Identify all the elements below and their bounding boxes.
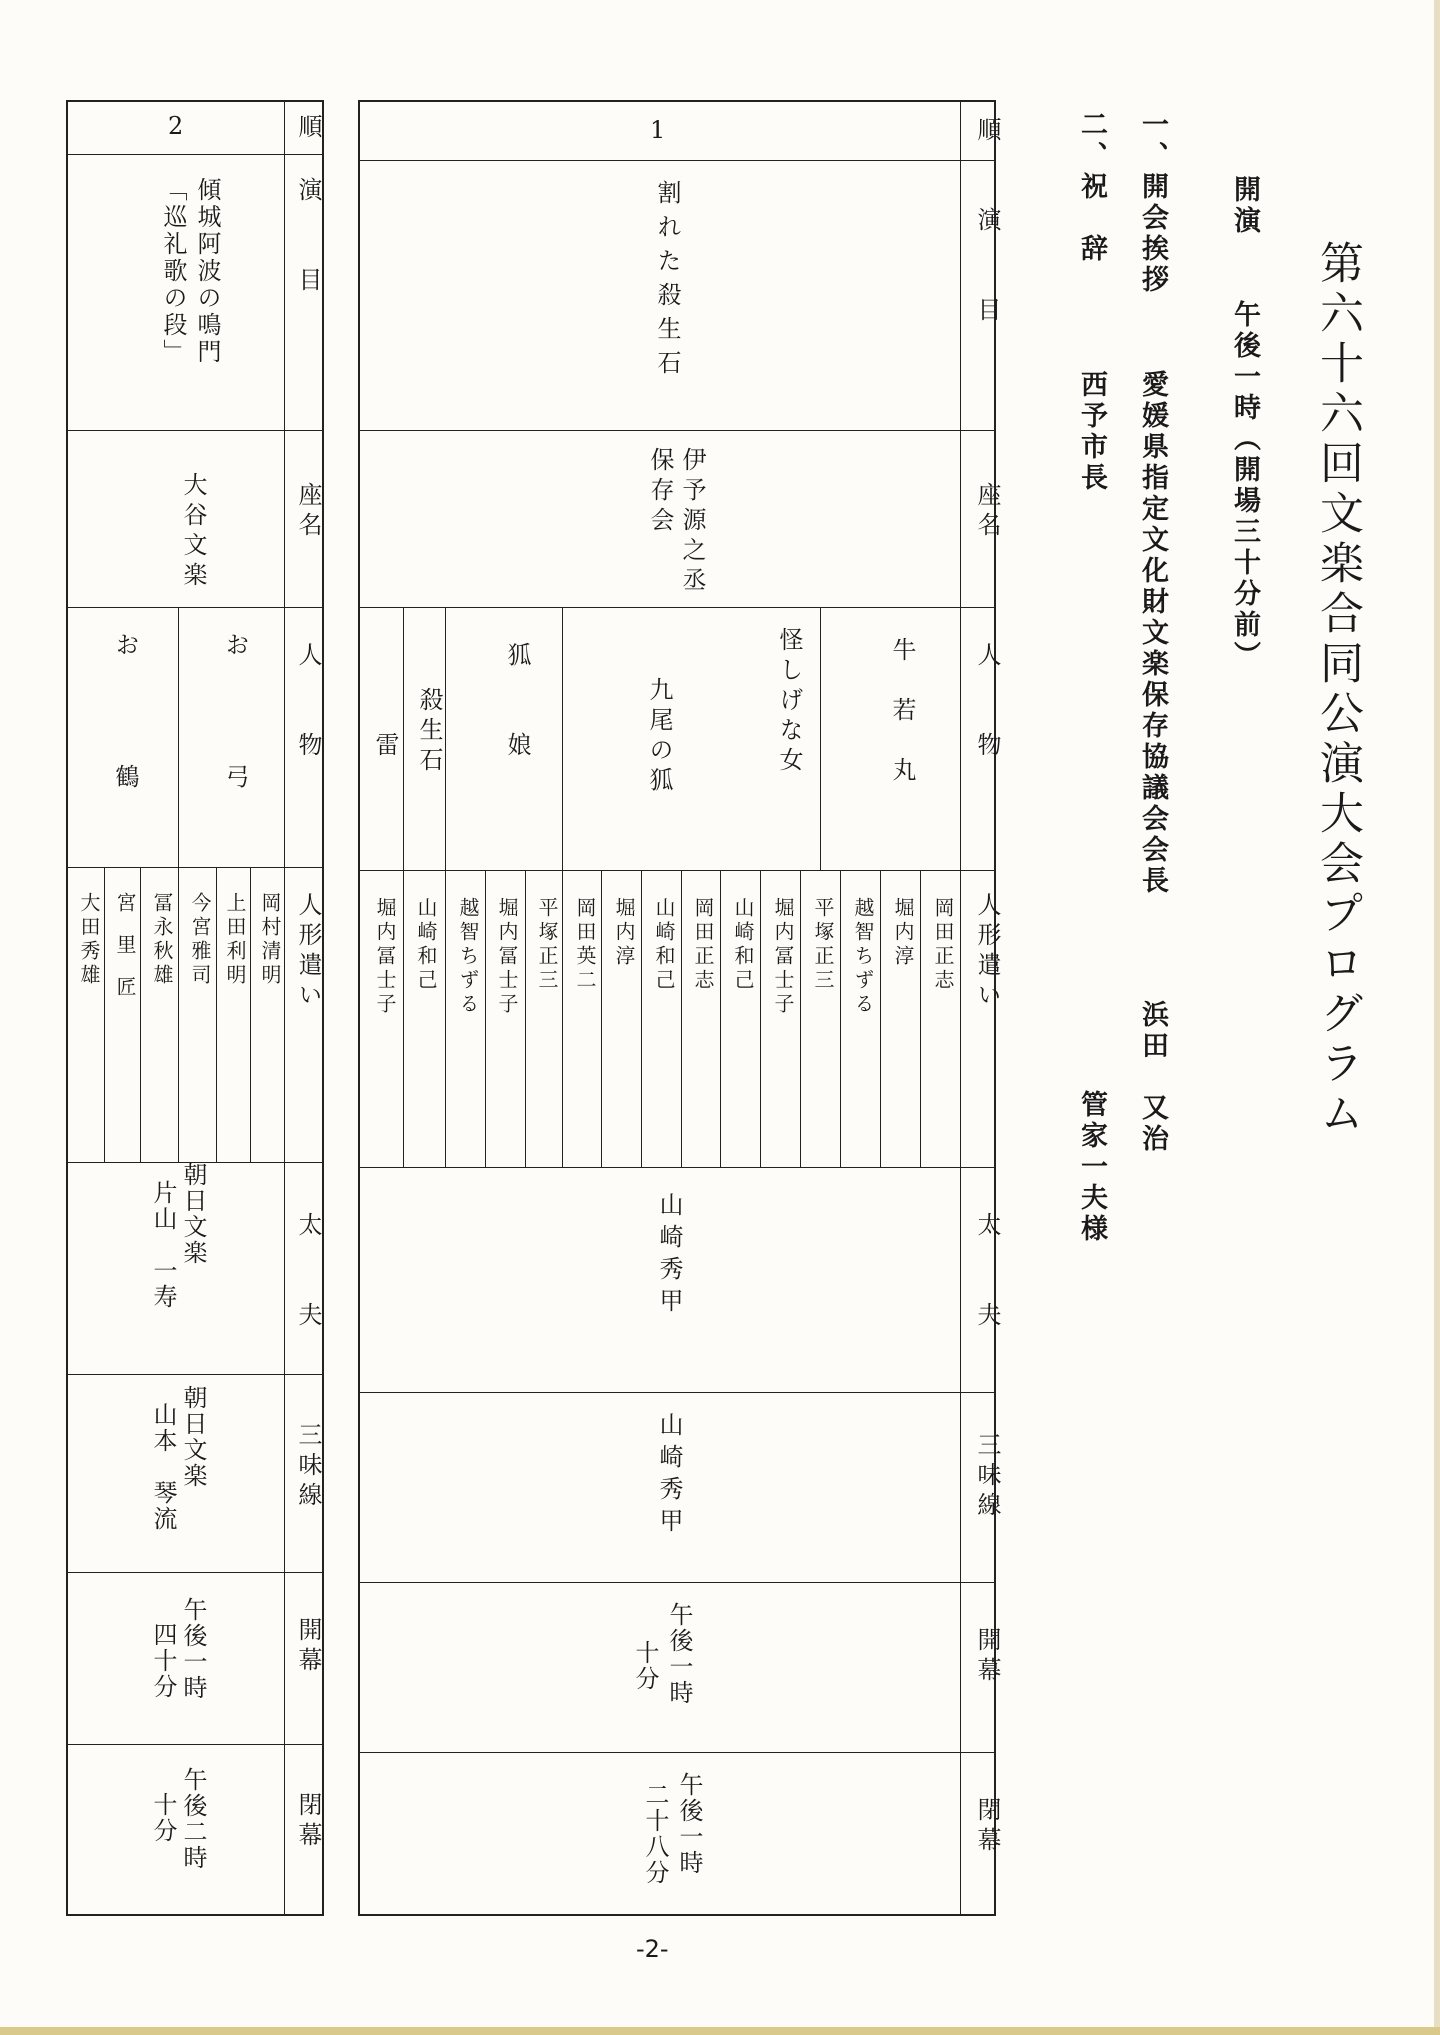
paper-edge-bottom <box>0 2027 1440 2035</box>
open-time-2: 四十分 <box>149 1622 177 1700</box>
hdr-open: 開幕 <box>294 1617 322 1677</box>
puppeteer: 今宮雅司 <box>188 892 212 988</box>
character: 殺生石 <box>415 687 443 777</box>
program-number: 2 <box>168 112 184 140</box>
hdr-shamisen: 三味線 <box>973 1432 1001 1522</box>
program-table-1 <box>358 100 1001 1916</box>
puppeteer: 山崎和己 <box>731 897 755 993</box>
shamisen: 山崎秀甲 <box>655 1412 683 1540</box>
troupe: 大谷文楽 <box>179 472 207 592</box>
program-number: 1 <box>650 116 666 144</box>
tayu-line-2: 片山 一寿 <box>149 1180 177 1310</box>
hdr-open: 開幕 <box>973 1627 1001 1687</box>
shamisen-line-1: 朝日文楽 <box>179 1385 207 1489</box>
hdr-tayu: 太 夫 <box>973 1212 1001 1332</box>
troupe-line-2: 保存会 <box>646 447 674 537</box>
character: 雷 <box>371 732 399 762</box>
puppeteer: 越智ちずる <box>456 897 480 1017</box>
character: お 鶴 <box>111 632 139 808</box>
open-time-1: 午後一時 <box>179 1597 207 1701</box>
opening-label: 開演 <box>1229 175 1260 237</box>
close-time-1: 午後二時 <box>179 1767 207 1871</box>
puppeteer: 大田秀雄 <box>77 892 101 988</box>
hdr-close: 閉幕 <box>294 1792 322 1852</box>
puppeteer: 冨永秋雄 <box>150 892 174 988</box>
hdr-close: 閉幕 <box>973 1797 1001 1857</box>
program-title-line-1: 傾城阿波の鳴門 <box>193 177 221 366</box>
character: 怪しげな女 <box>775 627 803 777</box>
puppeteer: 平塚正三 <box>535 897 559 993</box>
hdr-character: 人 物 <box>294 642 322 762</box>
opening-time: 午後一時（開場三十分前） <box>1229 300 1260 672</box>
page-number: -2- <box>636 1935 669 1963</box>
hdr-program: 演 目 <box>973 207 1001 327</box>
puppeteer: 岡田正志 <box>931 897 955 993</box>
puppeteer: 越智ちずる <box>851 897 875 1017</box>
hdr-order: 順 <box>294 114 322 144</box>
close-time-2: 二十八分 <box>641 1782 669 1886</box>
character: お 弓 <box>221 632 249 808</box>
item-speech-text: 西予市長 <box>1076 370 1107 494</box>
puppeteer: 堀内冨士子 <box>495 897 519 1017</box>
puppeteer: 堀内冨士子 <box>771 897 795 1017</box>
program-table-2 <box>66 100 324 1916</box>
item-greeting-name: 浜田 又治 <box>1137 1000 1168 1155</box>
hdr-program: 演 目 <box>294 177 322 297</box>
hdr-order: 順 <box>973 117 1001 147</box>
item-greeting-label: 一、開会挨拶 <box>1137 110 1168 296</box>
hdr-shamisen: 三味線 <box>294 1422 322 1512</box>
hdr-troupe: 座名 <box>973 482 1001 542</box>
hdr-puppeteer: 人形遣い <box>973 892 1001 1012</box>
item-greeting-text: 愛媛県指定文化財文楽保存協議会会長 <box>1137 370 1168 897</box>
puppeteer: 岡村清明 <box>258 892 282 988</box>
page-title: 第六十六回文楽合同公演大会プログラム <box>1312 240 1363 1140</box>
puppeteer: 岡田正志 <box>691 897 715 993</box>
close-time-1: 午後一時 <box>675 1772 703 1876</box>
hdr-character: 人 物 <box>973 642 1001 762</box>
paper-edge-right <box>1434 0 1440 2035</box>
hdr-tayu: 太 夫 <box>294 1212 322 1332</box>
character: 牛 若 丸 <box>888 637 916 787</box>
open-time-1: 午後一時 <box>665 1602 693 1706</box>
puppeteer: 山崎和己 <box>414 897 438 993</box>
puppeteer: 平塚正三 <box>811 897 835 993</box>
character: 狐 娘 <box>503 642 531 762</box>
item-speech-name: 管家一夫様 <box>1076 1090 1107 1245</box>
hdr-puppeteer: 人形遣い <box>294 892 322 1012</box>
puppeteer: 堀内淳 <box>612 897 636 969</box>
puppeteer: 上田利明 <box>223 892 247 988</box>
shamisen-line-2: 山本 琴流 <box>149 1402 177 1532</box>
hdr-troupe: 座名 <box>294 482 322 542</box>
puppeteer: 堀内淳 <box>891 897 915 969</box>
open-time-2: 十分 <box>631 1640 659 1692</box>
tayu: 山崎秀甲 <box>655 1192 683 1320</box>
puppeteer: 堀内冨士子 <box>373 897 397 1017</box>
close-time-2: 十分 <box>149 1792 177 1844</box>
program-title: 割れた殺生石 <box>653 180 681 384</box>
puppeteer: 岡田英二 <box>573 897 597 993</box>
puppeteer: 山崎和己 <box>652 897 676 993</box>
troupe-line-1: 伊予源之丞 <box>678 447 706 597</box>
puppeteer: 宮里匠 <box>113 892 137 1018</box>
program-title-line-2: 「巡礼歌の段」 <box>159 177 187 366</box>
item-speech-label: 二、祝 辞 <box>1076 110 1107 265</box>
tayu-line-1: 朝日文楽 <box>179 1162 207 1266</box>
character: 九尾の狐 <box>645 677 673 797</box>
